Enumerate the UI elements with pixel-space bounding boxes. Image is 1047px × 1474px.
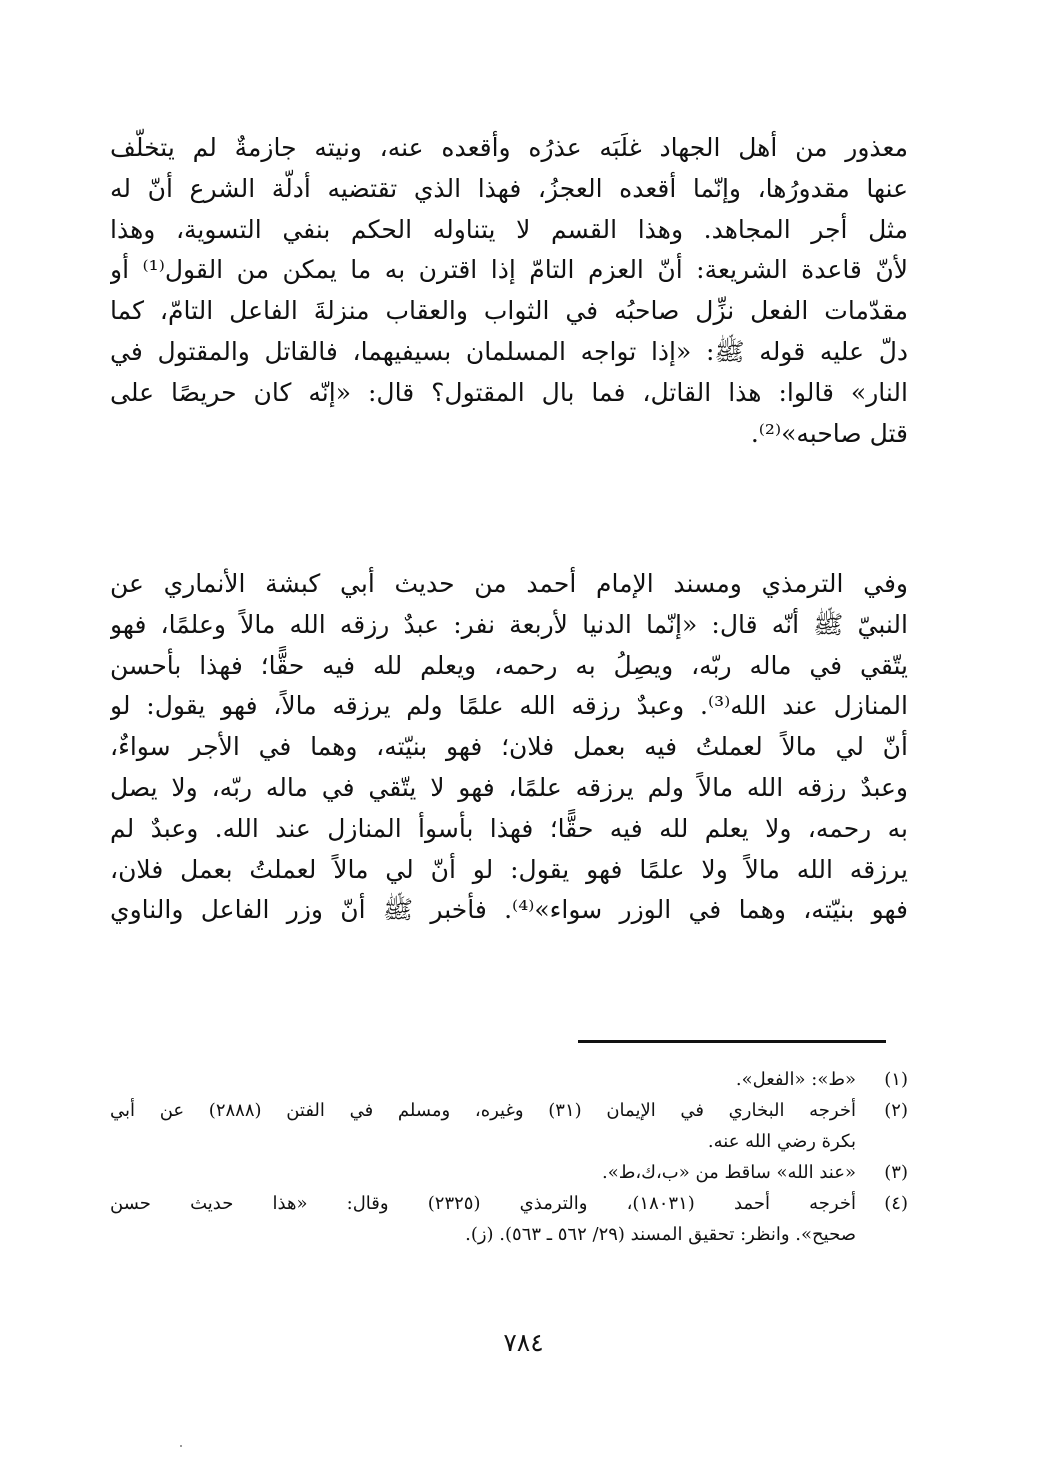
- text-line: دلّ عليه قوله ﷺ: «إذا تواجه المسلمان بسيفيهما، فالقاتل والمقتول في: [110, 336, 908, 366]
- footnote-4: [110, 1188, 908, 1250]
- text-line: وفي الترمذي ومسند الإمام أحمد من حديث أبي كبشة الأنماري عن: [110, 569, 908, 598]
- footnote-line: أخرجه البخاري في الإيمان (٣١) وغيره، ومسلم في الفتن (٢٨٨٨) عن أبي: [110, 1100, 856, 1121]
- scan-speck: [180, 1445, 182, 1447]
- footnotes: [110, 1064, 908, 1250]
- text-line: به رحمه، ولا يعلم لله فيه حقًّا؛ فهذا بأسوأ المنازل عند الله. وعبدٌ لم: [110, 813, 908, 843]
- text-line: يرزقه الله مالاً ولا علمًا فهو يقول: لو أنّ لي مالاً لعملتُ بعمل فلان،: [110, 854, 908, 884]
- footnote-line: «ط»: «الفعل».: [735, 1069, 856, 1090]
- footnote-line: أخرجه أحمد (١٨٠٣١)، والترمذي (٢٣٢٥) وقال: «هذا حديث حسن: [110, 1193, 856, 1214]
- text-line: مثل أجر المجاهد. وهذا القسم لا يتناوله الحكم بنفي التسوية، وهذا: [110, 214, 908, 244]
- footnote-separator: [578, 1040, 886, 1043]
- footnote-number: (٣): [884, 1162, 908, 1183]
- footnote-text: [110, 1095, 856, 1157]
- text-line: وعبدٌ رزقه الله مالاً ولم يرزقه علمًا، فهو لا يتّقي في ماله ربّه، ولا يصل: [110, 772, 908, 802]
- text-line: قتل صاحبه»⁽²⁾.: [750, 418, 908, 448]
- paragraph-1: [110, 128, 908, 454]
- footnote-number: (٤): [884, 1193, 908, 1214]
- footnote-line: «عند الله» ساقط من «ب،ك،ط».: [601, 1162, 856, 1183]
- footnote-text: [110, 1157, 856, 1188]
- footnote-number: (١): [884, 1069, 908, 1090]
- text-line: معذور من أهل الجهاد غلَبَه عذرُه وأقعده عنه، ونيته جازمةٌ لم يتخلّف: [110, 133, 908, 162]
- footnote-text: [110, 1064, 856, 1095]
- text-line: فهو بنيّته، وهما في الوزر سواء»⁽⁴⁾. فأخبر ﷺ أنّ وزر الفاعل والناوي: [110, 895, 908, 925]
- text-line: عنها مقدورُها، وإنّما أقعده العجزُ، فهذا الذي تقتضيه أدلّة الشرع أنّ له: [110, 173, 908, 203]
- footnote-number: (٢): [884, 1100, 908, 1121]
- text-line: مقدّمات الفعل نزِّل صاحبُه في الثواب والعقاب منزلةَ الفاعل التامّ، كما: [110, 296, 908, 326]
- footnote-line: بكرة رضي الله عنه.: [707, 1131, 856, 1152]
- text-line: يتّقي في ماله ربّه، ويصِلُ به رحمه، ويعلم لله فيه حقًّا؛ فهذا بأحسن: [110, 650, 908, 680]
- footnote-text: [110, 1188, 856, 1250]
- text-line: لأنّ قاعدة الشريعة: أنّ العزم التامّ إذا اقترن به ما يمكن من القول⁽¹⁾ أو: [110, 255, 908, 285]
- text-line: أنّ لي مالاً لعملتُ فيه بعمل فلان؛ فهو بنيّته، وهما في الأجر سواءٌ،: [110, 732, 908, 762]
- text-line: النار» قالوا: هذا القاتل، فما بال المقتول؟ قال: «إنّه كان حريصًا على: [110, 377, 908, 407]
- footnote-line: صحيح». وانظر: تحقيق المسند (٢٩/ ٥٦٢ ـ ٥٦٣). (ز).: [465, 1224, 856, 1245]
- footnote-1: [110, 1064, 908, 1095]
- paragraph-2: [110, 564, 908, 931]
- footnote-3: [110, 1157, 908, 1188]
- page-number: ٧٨٤: [503, 1328, 544, 1357]
- text-line: المنازل عند الله⁽³⁾. وعبدٌ رزقه الله علمًا ولم يرزقه مالاً، فهو يقول: لو: [110, 691, 908, 721]
- text-line: النبيّ ﷺ أنّه قال: «إنّما الدنيا لأربعة نفر: عبدٌ رزقه الله مالاً وعلمًا، فهو: [110, 609, 908, 639]
- footnote-2: [110, 1095, 908, 1157]
